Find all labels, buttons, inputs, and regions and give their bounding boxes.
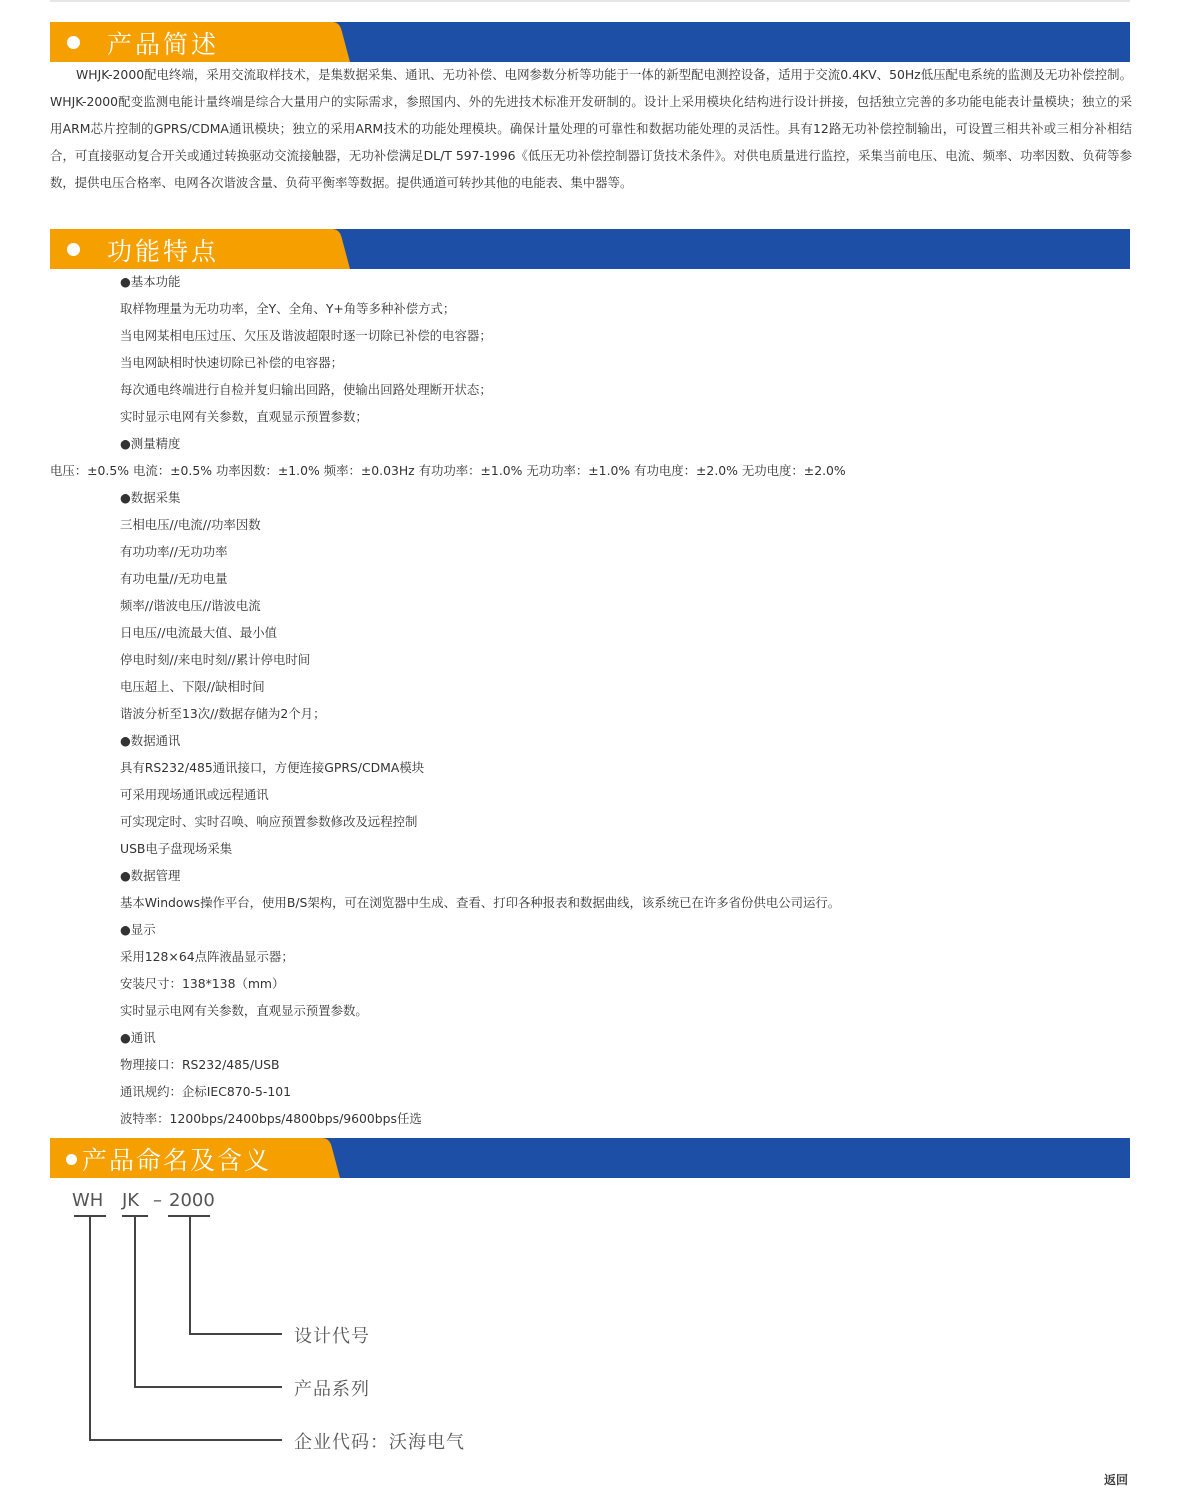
list-item: 当电网缺相时快速切除已补偿的电容器；	[120, 355, 344, 370]
list-item: ●测量精度	[120, 436, 181, 451]
bullet-dot-icon	[66, 1154, 77, 1165]
label-product-series: 产品系列	[294, 1379, 370, 1400]
list-item: 频率//谐波电压//谐波电流	[120, 598, 261, 613]
list-item: 可实现定时、实时召唤、响应预置参数修改及远程控制	[120, 814, 418, 829]
label-company-code: 企业代码：沃海电气	[294, 1432, 465, 1453]
section-title: 产品简述	[107, 30, 220, 59]
list-item: ●数据管理	[120, 868, 181, 883]
section-header-overview	[50, 22, 1130, 62]
list-item: 基本Windows操作平台，使用B/S架构，可在浏览器中生成、查看、打印各种报表和数据曲线，该系统已在许多省份供电公司运行。	[120, 895, 841, 910]
list-item: 日电压//电流最大值、最小值	[120, 625, 278, 640]
code-dash: –	[153, 1190, 162, 1211]
list-item: 电压超上、下限//缺相时间	[120, 679, 265, 694]
code-design-2000: 2000	[169, 1190, 215, 1211]
overview-paragraph: WHJK-2000配电终端，采用交流取样技术，是集数据采集、通讯、无功补偿、电网参数分析等功能于一体的新型配电测控设备，适用于交流0.4KV、50Hz低压配电系统的监测及无功补偿控制。WHJK-2000配变监测电能计量终端是综合大量用户的实际需求，参照国内、外的先进技术标准开发研制的。设计上采用模块化结构进行设计拼接，包括独立完善的多功能电能表计量模块；独立的采用ARM芯片控制的GPRS/CDMA通讯模块；独立的采用ARM技术的功能处理模块。确保计量处理的可靠性和数据功能处理的灵活性。具有12路无功补偿控制输出，可设置三相共补或三相分补相结合，可直接驱动复合开关或通过转换驱动交流接触器，无功补偿满足DL/T 597-1996《低压无功补偿控制器订货技术条件》。对供电质量进行监控，采集当前电压、电流、频率、功率因数、负荷等参数，提供电压合格率、电网各次谐波含量、负荷平衡率等数据。提供通道可转抄其他的电能表、集中器等。	[50, 67, 1132, 190]
list-item: 实时显示电网有关参数，直观显示预置参数。	[120, 1003, 368, 1018]
list-item: 谐波分析至13次//数据存储为2个月；	[120, 706, 326, 721]
list-item: ●通讯	[120, 1030, 156, 1045]
list-item: 安装尺寸：138*138（mm）	[120, 976, 285, 991]
back-link[interactable]: 返回	[1104, 1473, 1129, 1487]
naming-diagram	[50, 1188, 570, 1468]
bullet-dot-icon	[67, 36, 80, 49]
code-series-jk: JK	[122, 1190, 140, 1211]
list-item: ●数据采集	[120, 490, 181, 505]
list-item: 具有RS232/485通讯接口，方便连接GPRS/CDMA模块	[120, 760, 425, 775]
features-list	[50, 268, 1130, 1132]
list-item: ●数据通讯	[120, 733, 181, 748]
list-item: 波特率：1200bps/2400bps/4800bps/9600bps任选	[120, 1111, 422, 1126]
list-item: 有功功率//无功功率	[120, 544, 228, 559]
list-item: 采用128×64点阵液晶显示器；	[120, 949, 294, 964]
section-header-naming	[50, 1138, 1130, 1178]
list-item: 当电网某相电压过压、欠压及谐波超限时逐一切除已补偿的电容器；	[120, 328, 492, 343]
section-title: 功能特点	[107, 237, 220, 266]
bullet-dot-icon	[67, 243, 80, 256]
top-divider	[50, 0, 1130, 2]
list-item: USB电子盘现场采集	[120, 841, 233, 856]
list-item: 停电时刻//来电时刻//累计停电时间	[120, 652, 311, 667]
list-item: 实时显示电网有关参数，直观显示预置参数；	[120, 409, 368, 424]
section-title: 产品命名及含义	[82, 1146, 272, 1175]
label-design-code: 设计代号	[294, 1326, 370, 1347]
list-item: 通讯规约：企标IEC870-5-101	[120, 1084, 291, 1099]
section-header-features	[50, 229, 1130, 269]
list-item: 物理接口：RS232/485/USB	[120, 1057, 280, 1072]
list-item: 三相电压//电流//功率因数	[120, 517, 261, 532]
list-item: ●基本功能	[120, 274, 181, 289]
list-item: 有功电量//无功电量	[120, 571, 228, 586]
code-prefix-wh: WH	[72, 1190, 104, 1211]
list-item: 取样物理量为无功功率，全Y、全角、Y+角等多种补偿方式；	[120, 301, 456, 316]
list-item: ●显示	[120, 922, 156, 937]
list-item: 电压：±0.5% 电流：±0.5% 功率因数：±1.0% 频率：±0.03Hz 有功功率：±1.0% 无功功率：±1.0% 有功电度：±2.0% 无功电度：±2.0%	[50, 463, 846, 478]
list-item: 每次通电终端进行自检并复归输出回路，使输出回路处理断开状态；	[120, 382, 492, 397]
list-item: 可采用现场通讯或远程通讯	[120, 787, 269, 802]
